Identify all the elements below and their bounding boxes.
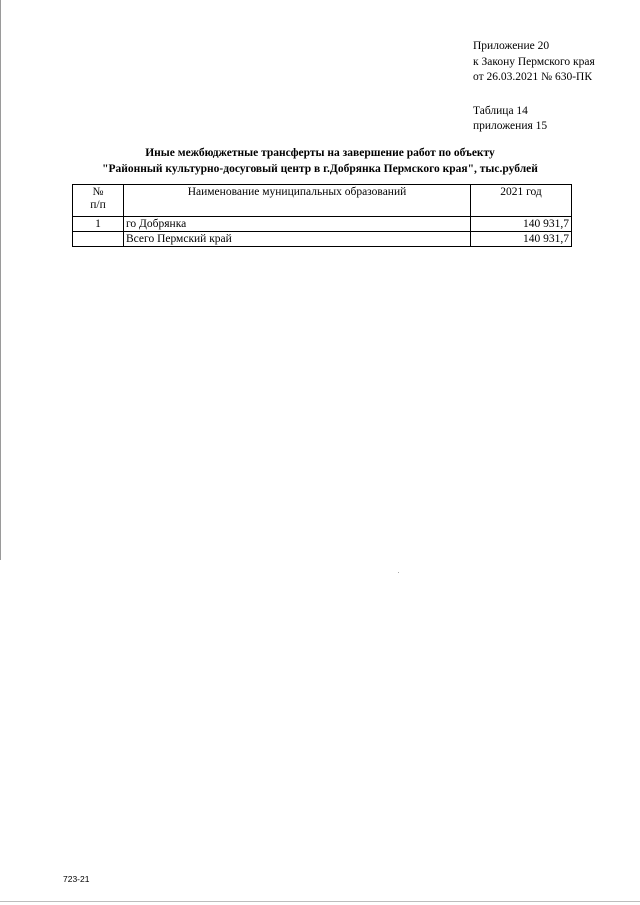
row-municipality: го Добрянка [124, 217, 471, 232]
row-number: 1 [73, 217, 124, 232]
scan-left-edge [0, 0, 1, 560]
appendix-header [473, 39, 595, 135]
law-line: к Закону Пермского края [473, 55, 595, 68]
law-date-line: от 26.03.2021 № 630-ПК [473, 71, 593, 83]
document-title [60, 145, 580, 177]
title-line-1: Иные межбюджетные трансферты на завершение работ по объекту [145, 147, 495, 159]
title-line-2: "Районный культурно-досуговый центр в г.Добрянка Пермского края", тыс.рублей [102, 163, 538, 175]
row-number [73, 232, 124, 247]
table-total-row [73, 232, 572, 247]
transfers-table [72, 184, 572, 247]
header-number-abbr: п/п [90, 199, 106, 211]
appendix-ref-line: приложения 15 [473, 120, 548, 132]
table-number-line: Таблица 14 [473, 104, 528, 117]
table-header-row [73, 185, 572, 217]
document-code: 723-21 [63, 874, 90, 884]
row-amount: 140 931,7 [471, 232, 572, 247]
header-number-sign: № [92, 186, 104, 198]
header-year: 2021 год [471, 185, 572, 217]
header-number [73, 185, 124, 217]
appendix-line: Приложение 20 [473, 40, 550, 52]
scan-speck [398, 572, 399, 573]
table-row [73, 217, 572, 232]
scan-bottom-edge [0, 901, 640, 902]
row-municipality: Всего Пермский край [124, 232, 471, 247]
row-amount: 140 931,7 [471, 217, 572, 232]
header-municipality: Наименование муниципальных образований [124, 185, 471, 217]
